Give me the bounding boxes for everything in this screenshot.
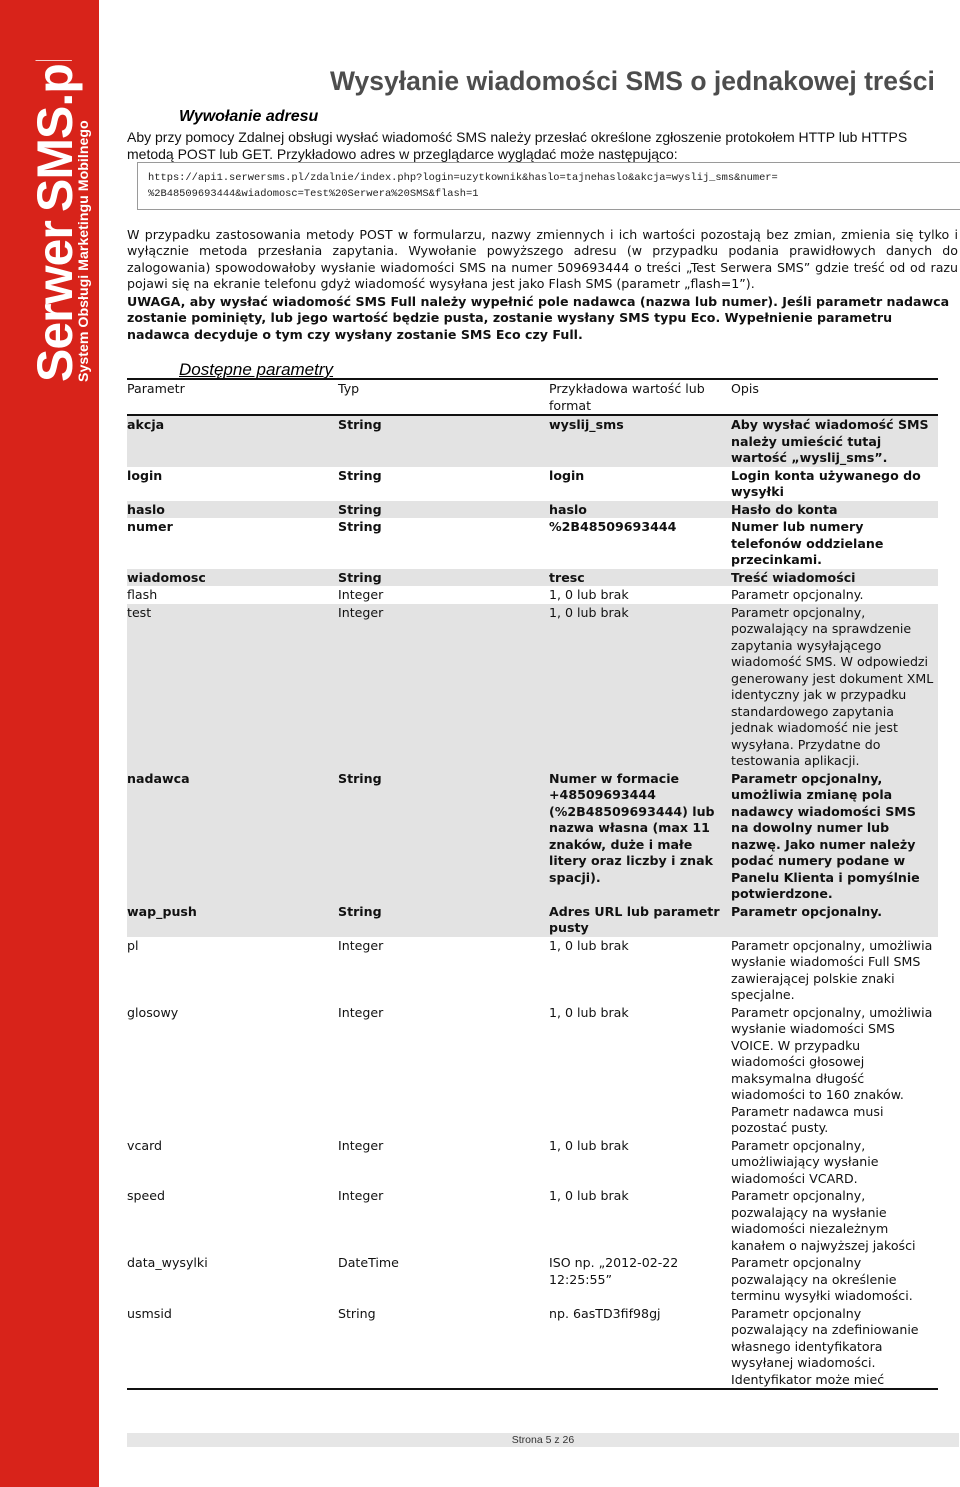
param-example: 1, 0 lub brak xyxy=(549,587,629,602)
serwersms-logo xyxy=(14,60,92,390)
param-example: 1, 0 lub brak xyxy=(549,937,629,953)
table-header-row xyxy=(127,380,938,416)
param-name: vcard xyxy=(127,1137,163,1153)
table-row xyxy=(127,604,938,770)
param-description: Parametr opcjonalny, pozwalający na wysłanie wiadomości niezależnym kanałem o najwyższej jakości xyxy=(731,1188,916,1253)
parameters-table xyxy=(127,378,938,1390)
param-example: 1, 0 lub brak xyxy=(549,1137,629,1153)
param-type: Integer xyxy=(338,1137,384,1153)
param-example: Adres URL lub parametr pusty xyxy=(549,903,720,935)
post-method-paragraph: W przypadku zastosowania metody POST w formularzu, nazwy zmiennych i ich wartości pozostają bez zmian, zmienia się tylko i wyłącznie metoda przesłania zapytania. Wywołanie powyższego adresu (w przypadku podania prawidłowych danych do zalogowania) spowodowałoby wysłanie wiadomości SMS na numer 509693444 o treści „Test Serwera SMS” gdzie treść od od razu pojawi się na ekranie telefonu gdyż wiadomość wysyłana jest jako Flash SMS (parametr „flash=1”). xyxy=(127,227,958,292)
intro-text: Aby przy pomocy Zdalnej obsługi wysłać wiadomość SMS należy przesłać określone zgłoszenie protokołem HTTP lub HTTPS metodą POST lub GET. Przykładowo adres w przeglądarce wyglądać może następująco: xyxy=(127,129,908,162)
header-opis: Opis xyxy=(731,381,759,396)
param-example: %2B48509693444 xyxy=(549,519,677,534)
param-type: String xyxy=(338,569,382,585)
table-row xyxy=(127,937,938,1004)
svg-text:SMS.pl: SMS.pl xyxy=(27,60,83,212)
param-name: wiadomosc xyxy=(127,569,206,585)
section-heading-call: Wywołanie adresu xyxy=(179,108,319,125)
param-description: Aby wysłać wiadomość SMS należy umieścić tutaj wartość „wyslij_sms”. xyxy=(731,417,929,465)
svg-text:System Obsługi Marketingu Mobi: System Obsługi Marketingu Mobilnego xyxy=(76,120,92,382)
param-description: Parametr opcjonalny pozwalający na zdefiniowanie własnego identyfikatora wysyłanej wiadomości. Identyfikator może mieć xyxy=(731,1305,919,1387)
params-heading xyxy=(179,360,333,380)
table-row xyxy=(127,1305,938,1389)
table-row xyxy=(127,1137,938,1188)
param-name: login xyxy=(127,467,163,483)
warning-paragraph: UWAGA, aby wysłać wiadomość SMS Full należy wypełnić pole nadawca (nazwa lub numer). Jeśli parametr nadawca zostanie pominięty, lub jego wartość będzie pusta, zostanie wysłany SMS typu Eco. Wypełnienie parametru nadawca decyduje o tym czy wysłany zostanie SMS Eco czy Full. xyxy=(127,294,950,342)
param-description: Parametr opcjonalny. xyxy=(731,587,864,602)
param-description: Login konta używanego do wysyłki xyxy=(731,467,921,499)
param-type: Integer xyxy=(338,937,384,953)
table-row xyxy=(127,1187,938,1254)
param-description: Parametr opcjonalny, umożliwiający wysłanie wiadomości VCARD. xyxy=(731,1137,879,1186)
param-description: Parametr opcjonalny, umożliwia wysłanie wiadomości SMS VOICE. W przypadku wiadomości głosowej maksymalna długość wiadomości to 160 znaków. Parametr nadawca musi pozostać pusty. xyxy=(731,1004,933,1135)
param-type: String xyxy=(338,1305,376,1321)
param-description: Hasło do konta xyxy=(731,501,838,517)
param-type: String xyxy=(338,467,382,483)
table-row xyxy=(127,770,938,903)
param-example: np. 6asTD3fif98gj xyxy=(549,1305,661,1321)
param-example: haslo xyxy=(549,501,587,517)
page-title: Wysyłanie wiadomości SMS o jednakowej treści xyxy=(330,66,935,96)
param-example: 1, 0 lub brak xyxy=(549,1188,629,1203)
table-row xyxy=(127,467,938,501)
param-name: data_wysylki xyxy=(127,1255,208,1270)
param-type: DateTime xyxy=(338,1255,399,1270)
param-example: 1, 0 lub brak xyxy=(549,604,629,620)
example-url-line-2: %2B48509693444&wiadomosc=Test%20Serwera%20SMS&flash=1 xyxy=(148,188,479,200)
param-name: akcja xyxy=(127,417,165,432)
param-type: Integer xyxy=(338,1188,384,1203)
header-typ: Typ xyxy=(338,381,360,396)
svg-text:Serwer: Serwer xyxy=(27,221,83,382)
param-type: String xyxy=(338,501,382,517)
param-type: String xyxy=(338,519,382,534)
param-name: flash xyxy=(127,587,158,602)
page-footer: Strona 5 z 26 xyxy=(127,1433,959,1447)
header-example: Przykładowa wartość lub format xyxy=(549,381,705,413)
param-example: login xyxy=(549,467,585,483)
param-description: Treść wiadomości xyxy=(731,569,856,585)
param-description: Parametr opcjonalny, umożliwia zmianę pola nadawcy wiadomości SMS na dowolny numer lub nazwę. Jako numer należy podać numery podane w Panelu Klienta i pomyślnie potwierdzone. xyxy=(731,770,920,901)
param-name: test xyxy=(127,604,152,620)
param-name: pl xyxy=(127,937,139,953)
param-name: glosowy xyxy=(127,1004,179,1020)
table-row xyxy=(127,1254,938,1305)
param-name: haslo xyxy=(127,501,165,517)
table-row xyxy=(127,501,938,519)
param-example: ISO np. „2012-02-22 12:25:55” xyxy=(549,1255,679,1287)
param-description: Parametr opcjonalny, pozwalający na sprawdzenie zapytania wysyłającego wiadomość SMS. W odpowiedzi generowany jest dokument XML identyczny jak w przypadku standardowego zapytania jednak wiadomość nie jest wysyłana. Przydatne do testowania aplikacji. xyxy=(731,604,934,768)
param-name: wap_push xyxy=(127,903,197,919)
param-description: Parametr opcjonalny pozwalający na określenie terminu wysyłki wiadomości. xyxy=(731,1255,913,1303)
param-description: Numer lub numery telefonów oddzielane przecinkami. xyxy=(731,519,884,567)
param-example: Numer w formacie +48509693444 (%2B48509693444) lub nazwa własna (max 11 znaków, duże i małe litery oraz liczby i znak spacji). xyxy=(549,770,715,885)
param-type: Integer xyxy=(338,1004,384,1020)
param-type: Integer xyxy=(338,587,384,602)
table-row xyxy=(127,903,938,937)
param-name: usmsid xyxy=(127,1305,172,1321)
table-row xyxy=(127,518,938,569)
params-heading-text: Dostępne parametry xyxy=(179,360,334,379)
table-row xyxy=(127,586,938,604)
brand-sidebar xyxy=(0,0,99,1487)
param-type: String xyxy=(338,770,382,786)
example-url-line-1: https://api1.serwersms.pl/zdalnie/index.php?login=uzytkownik&haslo=tajnehaslo&akcja=wyslij_sms&numer= xyxy=(148,172,778,184)
param-example: 1, 0 lub brak xyxy=(549,1004,629,1020)
param-name: nadawca xyxy=(127,770,190,786)
example-url-box xyxy=(137,162,960,210)
param-name: numer xyxy=(127,519,173,534)
param-example: tresc xyxy=(549,569,585,585)
param-description: Parametr opcjonalny. xyxy=(731,903,883,919)
header-parametr: Parametr xyxy=(127,381,185,396)
table-row xyxy=(127,1004,938,1137)
table-row xyxy=(127,569,938,587)
param-example: wyslij_sms xyxy=(549,417,624,432)
param-type: Integer xyxy=(338,604,384,620)
table-row xyxy=(127,416,938,467)
param-type: String xyxy=(338,417,382,432)
param-description: Parametr opcjonalny, umożliwia wysłanie wiadomości Full SMS zawierającej polskie znaki specjalne. xyxy=(731,937,933,1002)
param-name: speed xyxy=(127,1188,166,1203)
param-type: String xyxy=(338,903,382,919)
